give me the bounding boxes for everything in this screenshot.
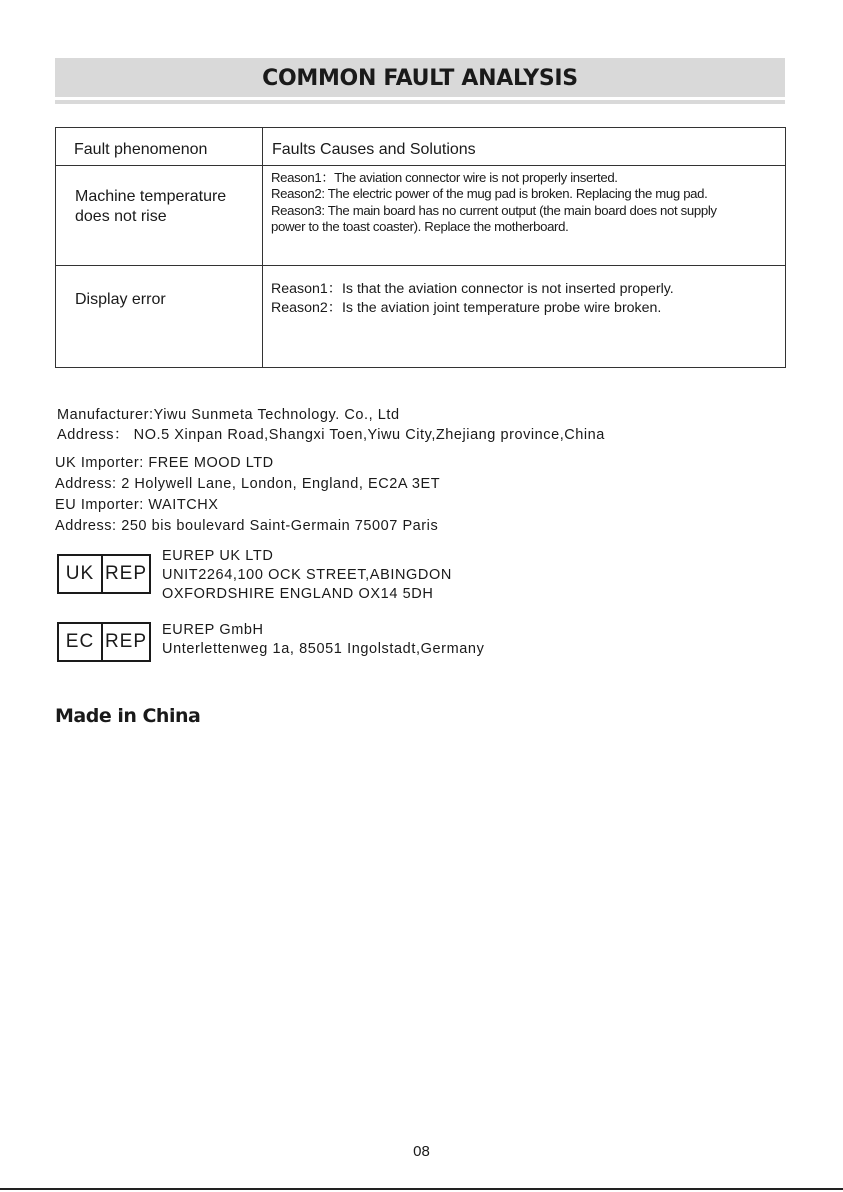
manufacturer-text: Manufacturer:Yiwu Sunmeta Technology. Co., Ltd [57, 407, 400, 423]
uk-rep-symbol-left: UK [59, 556, 103, 592]
reason-line: Reason3: The main board has no current output (the main board does not supply [271, 202, 717, 218]
uk-rep-symbol-right: REP [104, 563, 148, 584]
table-header-row [56, 128, 786, 166]
page-number: 08 [413, 1143, 430, 1160]
fault-reasons-cell [263, 166, 786, 266]
bottom-divider [0, 1188, 843, 1190]
page-title: COMMON FAULT ANALYSIS [262, 66, 578, 91]
table-row [56, 266, 786, 368]
eu-importer-text: EU Importer: WAITCHX [55, 497, 219, 513]
eu-importer-address: Address: 250 bis boulevard Saint-Germain 75007 Paris [55, 518, 439, 534]
ec-rep-details [162, 621, 484, 659]
reason-line: Reason2: The electric power of the mug pad is broken. Replacing the mug pad. [271, 186, 708, 202]
fault-phenomenon-cell [56, 166, 263, 266]
uk-rep-line: UNIT2264,100 OCK STREET,ABINGDON [162, 567, 452, 583]
phenomenon-line: Machine temperature [75, 188, 227, 205]
reason-line: power to the toast coaster). Replace the motherboard. [271, 218, 569, 234]
title-underline [55, 100, 785, 104]
ec-rep-symbol [57, 622, 151, 662]
reason-line: Reason1：The aviation connector wire is not properly inserted. [271, 170, 618, 185]
uk-rep-details [162, 547, 452, 604]
header-fault-phenomenon: Fault phenomenon [56, 128, 263, 166]
ec-rep-symbol-left: EC [59, 624, 103, 660]
manufacturer-address: Address： NO.5 Xinpan Road,Shangxi Toen,Yiwu City,Zhejiang province,China [57, 427, 605, 443]
reason-line: Reason2：Is the aviation joint temperature probe wire broken. [271, 299, 662, 316]
uk-rep-line: OXFORDSHIRE ENGLAND OX14 5DH [162, 586, 434, 602]
ec-rep-symbol-right: REP [104, 631, 148, 652]
fault-reasons-cell [263, 266, 786, 368]
header-causes-solutions: Faults Causes and Solutions [263, 128, 786, 166]
made-in-china-label: Made in China [55, 705, 201, 727]
ec-rep-line: Unterlettenweg 1a, 85051 Ingolstadt,Germany [162, 641, 485, 657]
fault-phenomenon-cell [56, 266, 263, 368]
uk-importer-address: Address: 2 Holywell Lane, London, England, EC2A 3ET [55, 476, 441, 492]
ec-rep-line: EUREP GmbH [162, 622, 264, 638]
uk-rep-symbol [57, 554, 151, 594]
title-banner [55, 58, 785, 97]
uk-rep-line: EUREP UK LTD [162, 548, 274, 564]
phenomenon-line: does not rise [75, 208, 167, 225]
table-row [56, 166, 786, 266]
phenomenon-line: Display error [75, 291, 166, 308]
uk-importer-text: UK Importer: FREE MOOD LTD [55, 455, 274, 471]
fault-analysis-table [55, 127, 786, 368]
reason-line: Reason1：Is that the aviation connector is not inserted properly. [271, 281, 674, 297]
